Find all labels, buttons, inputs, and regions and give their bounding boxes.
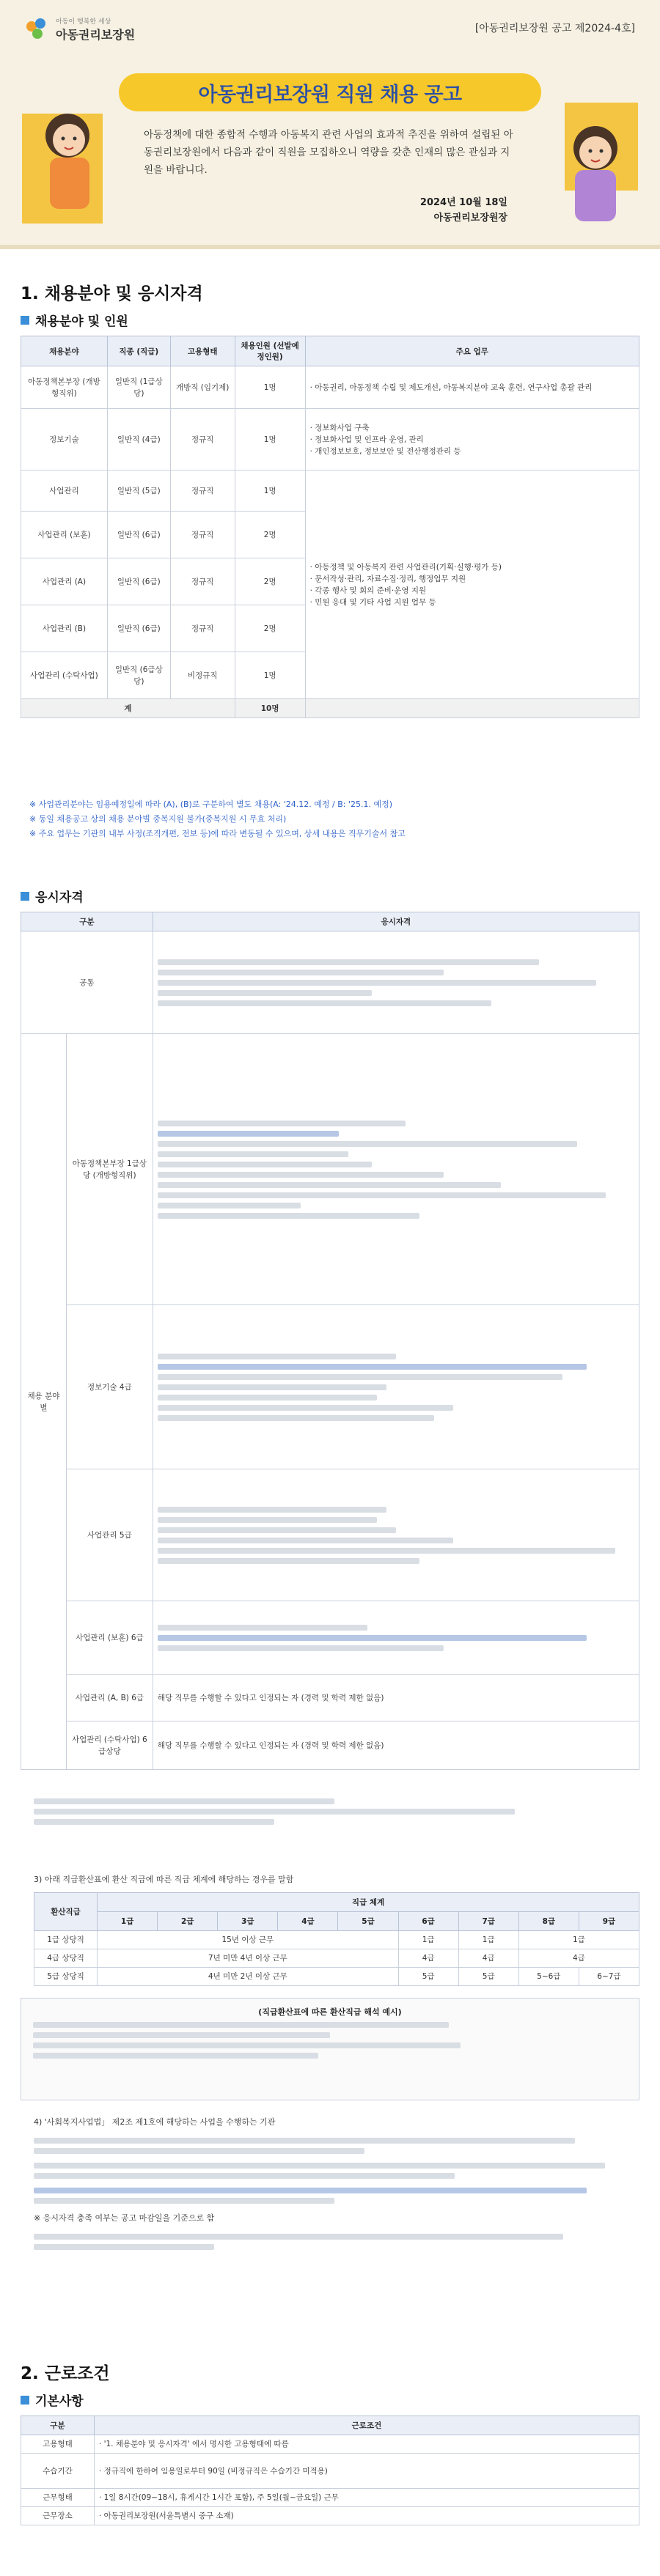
table-header: 고용형태 [170,336,235,366]
grade-col: 1급 [98,1912,158,1931]
logo-name: 아동권리보장원 [56,28,136,42]
grade-col: 4급 [278,1912,338,1931]
table-row: 고용형태 · '1. 채용분야 및 응시자격' 에서 명시한 고용형태에 따름 [21,2435,639,2454]
cell-field: 사업관리 (수탁사업) [21,652,108,699]
qual-content [153,1034,639,1305]
cell-field: 사업관리 (A) [21,558,108,605]
cell-field: 사업관리 (B) [21,605,108,652]
intro-text: 아동정책에 대한 종합적 수행과 아동복지 관련 사업의 효과적 추진을 위하여 설립된 아동권리보장원에서 다음과 같이 직원을 모집하오니 역량을 갖춘 인재의 많은 관심과 지원을 바랍니다. [144,129,513,176]
notice-date: 2024년 10월 18일 [419,197,507,208]
cell-grade: 일반직 (6급) [107,512,170,558]
notes-block [29,797,406,841]
table-row: 1급 상당직 15년 이상 근무 1급 1급 1급 [34,1931,639,1949]
notice-date-block [420,195,507,226]
table-total-row [21,699,639,718]
qual-content [153,1469,639,1601]
table-header: 구분 [21,912,153,931]
qual-label: 정보기술 4급 [66,1305,153,1469]
duty-line: · 문서작성·관리, 자료수집·정리, 행정업무 지원 [309,574,466,583]
title-banner [119,73,541,111]
table-row [21,470,639,512]
cell-field: 정보기술 [21,409,108,470]
calc-title: (직급환산표에 따른 환산직급 해석 예시) [258,2007,402,2017]
qual-content [153,1601,639,1675]
cell-duty [305,409,639,470]
duty-line: · 민원 응대 및 기타 사업 지원 업무 등 [309,597,436,607]
character-left-icon [22,84,110,224]
square-bullet-icon [21,892,29,901]
qual-label: 사업관리 (보훈) 6급 [66,1601,153,1675]
cell-count: 2명 [235,605,305,652]
cell-count: 1명 [235,366,305,409]
cell-field: 사업관리 [21,470,108,512]
cell-grade: 일반직 (6급상당) [107,652,170,699]
footnote-line: 4) '사회복지사업법」 제2조 제1호에 해당하는 사업을 수행하는 기관 [34,2117,276,2127]
notice-number: [아동권리보장원 공고 제2024-4호] [474,23,635,34]
qual-label: 사업관리 5급 [66,1469,153,1601]
recruitment-table [21,336,639,718]
cell-count: 2명 [235,512,305,558]
table-header: 주요 업무 [305,336,639,366]
table-header: 근로조건 [94,2416,639,2435]
table-row [21,1721,639,1770]
total-count: 10명 [235,699,305,718]
duty-line: · 정보화사업 구축 [309,423,370,432]
section2-subtitle: 기본사항 [21,2391,84,2409]
table-row: 수습기간 · 정규직에 한하여 임용일로부터 90일 (비정규직은 수습기간 미적용) [21,2454,639,2489]
section2-title: 2. 근로조건 [21,2364,110,2383]
section1-title: 1. 채용분야 및 응시자격 [21,284,203,303]
grade-col: 2급 [158,1912,218,1931]
qualification-table [21,912,639,1770]
table-row [21,1305,639,1469]
table-header: 응시자격 [153,912,639,931]
grade-col: 8급 [518,1912,579,1931]
table-row [21,931,639,1034]
footnote-line: ※ 응시자격 충족 여부는 공고 마감일을 기준으로 함 [34,2213,215,2223]
cell-type: 정규직 [170,605,235,652]
grade-table-title: 3) 아래 직급환산표에 환산 직급에 따른 직급 체계에 해당하는 경우를 말함 [34,1875,294,1884]
qual-group-label: 채용 분야별 [21,1034,67,1770]
cell-duty: · 아동권리, 아동정책 수립 및 제도개선, 아동복지분야 교육 훈련, 연구사업 총괄 관리 [305,366,639,409]
cell-grade: 일반직 (5급) [107,470,170,512]
table-header: 직종 (직급) [107,336,170,366]
total-label: 계 [21,699,235,718]
table-row [21,366,639,409]
notice-org: 아동권리보장원장 [433,213,507,224]
table-row [21,409,639,470]
cell-type: 개방직 (임기제) [170,366,235,409]
footnotes-block-1 [34,1794,635,1829]
calc-example-box [21,1998,639,2100]
logo-slogan: 아동이 행복한 세상 [56,18,111,26]
duty-line: · 정보화사업 및 인프라 운영, 관리 [309,435,424,444]
table-header: 채용분야 [21,336,108,366]
table-row [21,1601,639,1675]
qual-content: 해당 직무를 수행할 수 있다고 인정되는 자 (경력 및 학력 제한 없음) [153,1675,639,1721]
cell-grade: 일반직 (6급) [107,558,170,605]
qualification-subtitle: 응시자격 [21,887,84,905]
section1-subtitle: 채용분야 및 인원 [21,311,128,329]
cell-count: 1명 [235,470,305,512]
hero-banner [0,0,660,249]
cell-field: 아동정책본부장 (개방형직위) [21,366,108,409]
logo-mark-icon [25,18,50,40]
grade-col: 5급 [338,1912,398,1931]
qual-label: 사업관리 (A, B) 6급 [66,1675,153,1721]
table-row [21,1034,639,1305]
cell-grade: 일반직 (4급) [107,409,170,470]
qual-content: 해당 직무를 수행할 수 있다고 인정되는 자 (경력 및 학력 제한 없음) [153,1721,639,1770]
cell-count: 1명 [235,409,305,470]
cell-type: 비정규직 [170,652,235,699]
cell-type: 정규직 [170,470,235,512]
logo [25,16,135,43]
cell-duty [305,470,639,699]
table-row [21,1469,639,1601]
page-title: 아동권리보장원 직원 채용 공고 [198,83,462,106]
note-line: ※ 사업관리분야는 임용예정일에 따라 (A), (B)로 구분하여 별도 채용(A: '24.12. 예정 / B: '25.1. 예정) [29,800,393,809]
cell-type: 정규직 [170,409,235,470]
table-row [21,1675,639,1721]
duty-line: · 아동정책 및 아동복지 관련 사업관리(기획·실행·평가 등) [309,562,502,572]
grade-col: 7급 [458,1912,518,1931]
note-line: ※ 주요 업무는 기관의 내부 사정(조직개편, 전보 등)에 따라 변동될 수 있으며, 상세 내용은 직무기술서 참고 [29,829,406,838]
table-header: 구분 [21,2416,95,2435]
grade-col: 9급 [579,1912,639,1931]
table-header: 직급 체계 [98,1893,639,1912]
qual-label: 사업관리 (수탁사업) 6급상당 [66,1721,153,1770]
cell-count: 1명 [235,652,305,699]
table-row: 근무장소 · 아동권리보장원(서울특별시 중구 소재) [21,2507,639,2525]
duty-line: · 각종 행사 및 회의 준비·운영 지원 [309,586,427,595]
table-row: 4급 상당직 7년 미만 4년 이상 근무 4급 4급 4급 [34,1949,639,1968]
cell-grade: 일반직 (1급상당) [107,366,170,409]
grade-table [34,1892,639,1986]
table-row: 5급 상당직 4년 미만 2년 이상 근무 5급 5급 5~6급 6~7급 [34,1968,639,1986]
footnotes-block-2 [34,2115,635,2254]
grade-col: 3급 [218,1912,278,1931]
work-conditions-table [21,2416,639,2525]
cell-type: 정규직 [170,512,235,558]
character-right-icon [550,103,638,227]
qual-label: 아동정책본부장 1급상당 (개방형직위) [66,1034,153,1305]
table-header: 환산직급 [34,1893,98,1931]
table-header-row [21,336,639,366]
cell-field: 사업관리 (보훈) [21,512,108,558]
qual-content [153,1305,639,1469]
qual-content [153,931,639,1034]
note-line: ※ 동일 채용공고 상의 채용 분야별 중복지원 불가(중복지원 시 무효 처리) [29,814,287,824]
cell-grade: 일반직 (6급) [107,605,170,652]
cell-count: 2명 [235,558,305,605]
duty-line: · 개인정보보호, 정보보안 및 전산행정관리 등 [309,446,461,456]
square-bullet-icon [21,316,29,325]
table-row: 근무형태 · 1일 8시간(09~18시, 휴게시간 1시간 포함), 주 5일(월~금요일) 근무 [21,2489,639,2507]
grade-col: 6급 [398,1912,458,1931]
cell-type: 정규직 [170,558,235,605]
table-header: 채용인원 (선발예정인원) [235,336,305,366]
qual-label: 공통 [21,931,153,1034]
square-bullet-icon [21,2396,29,2405]
